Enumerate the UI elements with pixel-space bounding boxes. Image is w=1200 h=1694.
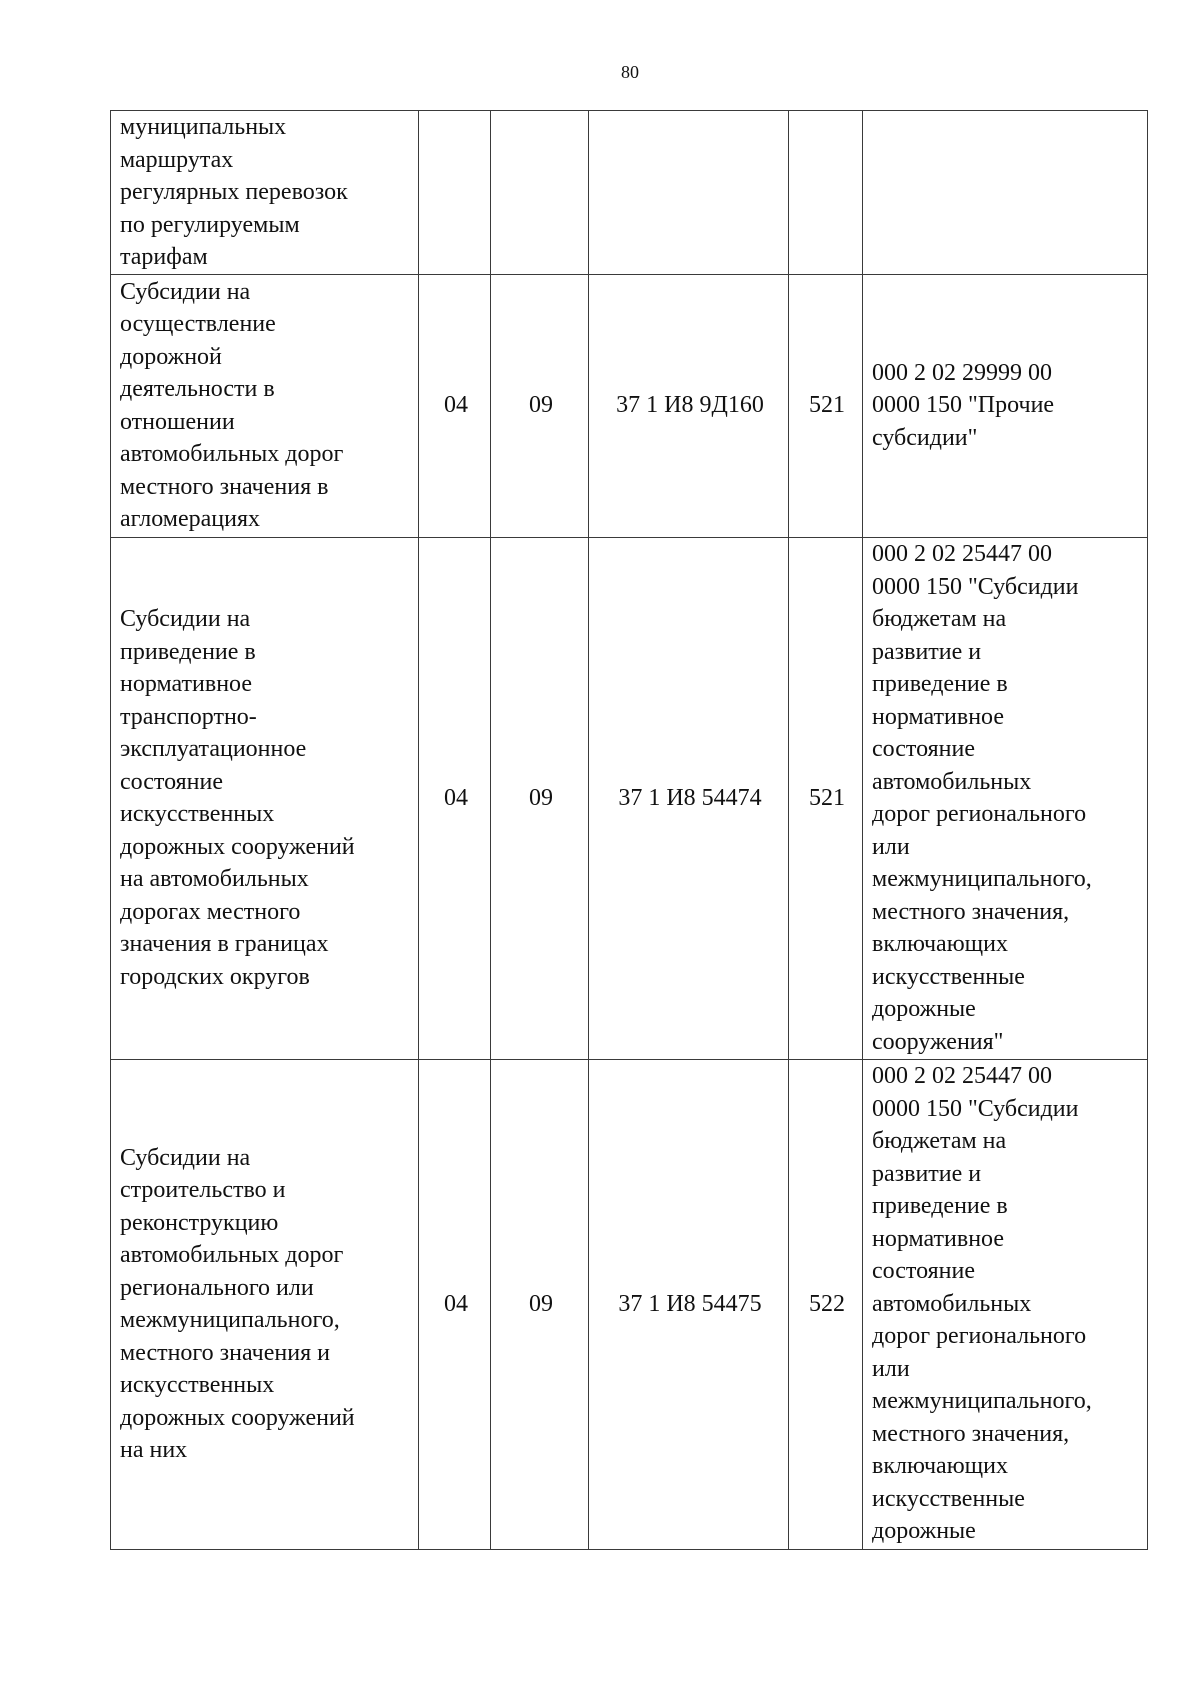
- target-article-cell: [589, 111, 789, 275]
- target-article-cell: 37 1 И8 9Д160: [589, 274, 789, 537]
- expense-type-cell: 521: [789, 537, 863, 1059]
- subsection-cell: 09: [491, 537, 589, 1059]
- subsection-cell: [491, 111, 589, 275]
- section-cell: [419, 111, 491, 275]
- section-cell: 04: [419, 274, 491, 537]
- target-article-cell: 37 1 И8 54474: [589, 537, 789, 1059]
- page-number: 80: [621, 62, 639, 82]
- table-row: [111, 111, 1148, 275]
- table-row: [111, 274, 1148, 537]
- section-cell: 04: [419, 537, 491, 1059]
- revenue-code: 000 2 02 25447 00 0000 150 "Субсидии бюджетам на развитие и приведение в нормативное состояние автомобильных дорог регионального или межмуниципального, местного значения, включающих искусственные дорожные: [872, 1063, 1092, 1545]
- table-row: [111, 537, 1148, 1059]
- table-row: [111, 1059, 1148, 1549]
- revenue-code-cell: [863, 274, 1148, 537]
- revenue-code: 000 2 02 29999 00 0000 150 "Прочие субсидии": [872, 359, 1055, 451]
- expense-type-cell: 522: [789, 1059, 863, 1549]
- expense-type-cell: [789, 111, 863, 275]
- row-name-cell: [111, 1059, 419, 1549]
- revenue-code-cell: [863, 111, 1148, 275]
- row-name: Субсидии на приведение в нормативное транспортно- эксплуатационное состояние искусственных дорожных сооружений на автомобильных дорогах местного значения в границах городских округов: [120, 606, 355, 990]
- row-name-cell: [111, 111, 419, 275]
- row-name: Субсидии на осуществление дорожной деятельности в отношении автомобильных дорог местного значения в агломерациях: [120, 278, 344, 532]
- row-name: Субсидии на строительство и реконструкцию автомобильных дорог регионального или межмуниципального, местного значения и искусственных дорожных сооружений на них: [120, 1144, 355, 1463]
- budget-table: [110, 110, 1148, 1550]
- row-name-cell: [111, 537, 419, 1059]
- expense-type-cell: 521: [789, 274, 863, 537]
- subsection-cell: 09: [491, 274, 589, 537]
- section-cell: 04: [419, 1059, 491, 1549]
- subsection-cell: 09: [491, 1059, 589, 1549]
- revenue-code: 000 2 02 25447 00 0000 150 "Субсидии бюджетам на развитие и приведение в нормативное состояние автомобильных дорог регионального или межмуниципального, местного значения, включающих искусственные дорожные сооружения": [872, 541, 1092, 1055]
- target-article-cell: 37 1 И8 54475: [589, 1059, 789, 1549]
- row-name: муниципальных маршрутах регулярных перевозок по регулируемым тарифам: [120, 114, 348, 270]
- revenue-code-cell: [863, 1059, 1148, 1549]
- revenue-code-cell: [863, 537, 1148, 1059]
- row-name-cell: [111, 274, 419, 537]
